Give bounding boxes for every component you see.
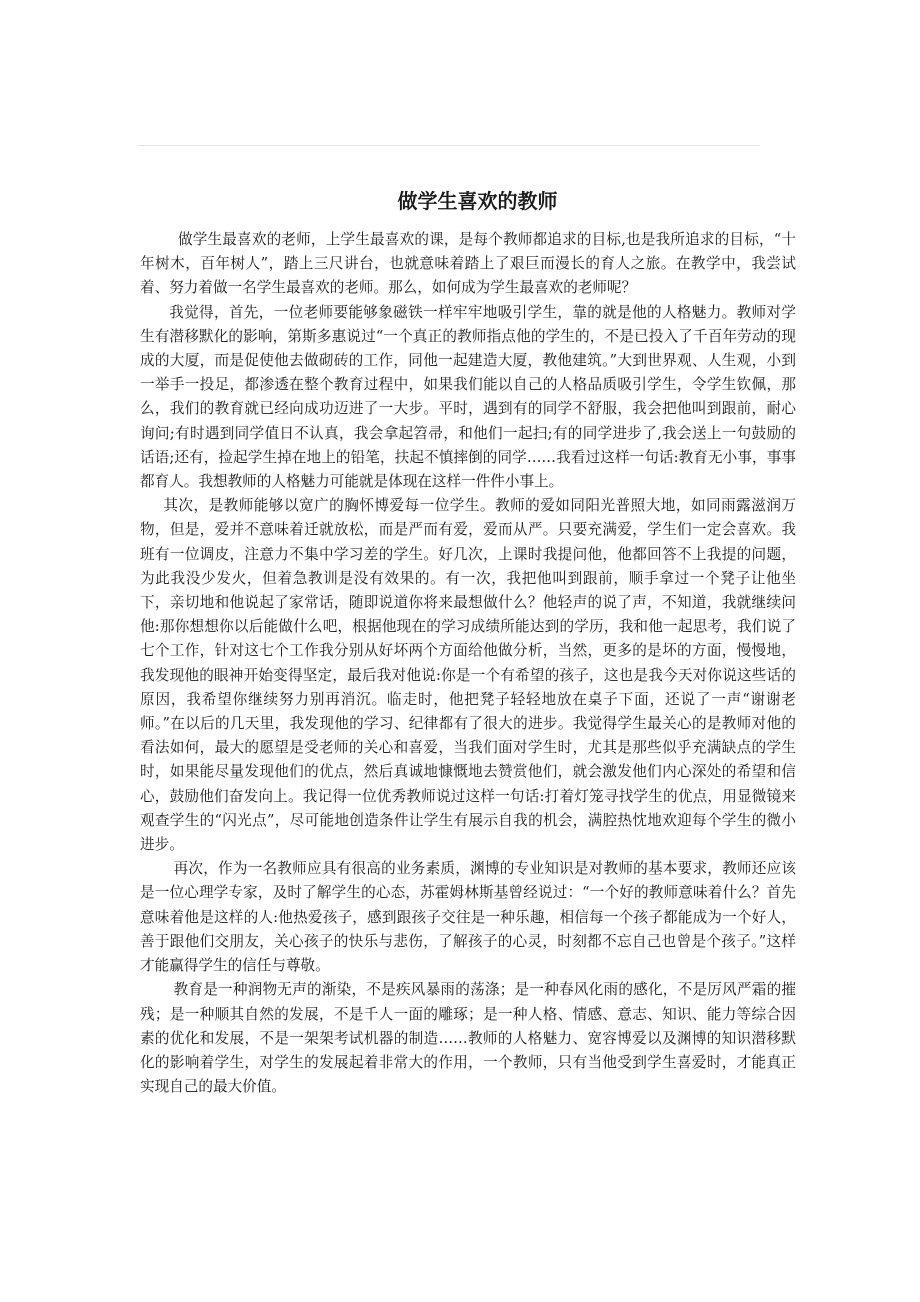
paragraph-intro: 做学生最喜欢的老师，上学生最喜欢的课，是每个教师都追求的目标,也是我所追求的目标，“十年树木，百年树人”，踏上三尺讲台，也就意味着踏上了艰巨而漫长的育人之旅。在教学中，我尝试着、努力着做一名学生最喜欢的老师。那么，如何成为学生最喜欢的老师呢？ <box>140 231 796 297</box>
header-divider <box>138 145 760 146</box>
article-body <box>140 228 796 1099</box>
document-title: 做学生喜欢的教师 <box>397 189 558 213</box>
paragraph-third-point: 再次，作为一名教师应具有很高的业务素质，渊博的专业知识是对教师的基本要求，教师还应该是一位心理学专家，及时了解学生的心态，苏霍姆林斯基曾经说过：“一个好的教师意味着什么？首先意味着他是这样的人:他热爱孩子，感到跟孩子交往是一种乐趣，相信每一个孩子都能成为一个好人，善于跟他们交朋友，关心孩子的快乐与悲伤，了解孩子的心灵，时刻都不忘自己也曾是个孩子。”这样才能赢得学生的信任与尊敬。 <box>140 860 796 975</box>
paragraph-second-point: 其次，是教师能够以宽广的胸怀博爱每一位学生。教师的爱如同阳光普照大地，如同雨露滋润万物，但是，爱并不意味着迁就放松，而是严而有爱，爱而从严。只要充满爱，学生们一定会喜欢。我班有一位调皮，注意力不集中学习差的学生。好几次，上课时我提问他，他都回答不上我提的问题，为此我没少发火，但着急教训是没有效果的。有一次，我把他叫到跟前，顺手拿过一个凳子让他坐下，亲切地和他说起了家常话，随即说道你将来最想做什么？他轻声的说了声，不知道，我就继续问他:那你想想你以后能做什么吧，根据他现在的学习成绩所能达到的学历，我和他一起思考，我们说了七个工作，针对这七个工作我分别从好坏两个方面给他做分析，当然，更多的是坏的方面，慢慢地，我发现他的眼神开始变得坚定，最后我对他说:你是一个有希望的孩子，这也是我今天对你说这些话的原因，我希望你继续努力别再消沉。临走时，他把凳子轻轻地放在桌子下面，还说了一声“谢谢老师。”在以后的几天里，我发现他的学习、纪律都有了很大的进步。我觉得学生最关心的是教师对他的看法如何，最大的愿望是受老师的关心和喜爱，当我们面对学生时，尤其是那些似乎充满缺点的学生时，如果能尽量发现他们的优点，然后真诚地慷慨地去赞赏他们，就会激发他们内心深处的希望和信心，鼓励他们奋发向上。我记得一位优秀教师说过这样一句话:打着灯笼寻找学生的优点，用显微镜来观查学生的“闪光点”，尽可能地创造条件让学生有展示自我的机会，满腔热忱地欢迎每个学生的微小进步。 <box>140 497 796 854</box>
paragraph-conclusion: 教育是一种润物无声的渐染，不是疾风暴雨的荡涤；是一种春风化雨的感化，不是厉风严霜的摧残；是一种顺其自然的发展，不是千人一面的雕琢；是一种人格、情感、意志、知识、能力等综合因素的优化和发展，不是一架架考试机器的制造……教师的人格魅力、宽容博爱以及渊博的知识潜移默化的影响着学生，对学生的发展起着非常大的作用，一个教师，只有当他受到学生喜爱时，才能真正实现自己的最大价值。 <box>140 981 796 1096</box>
paragraph-first-point: 我觉得，首先，一位老师要能够象磁铁一样牢牢地吸引学生，靠的就是他的人格魅力。教师对学生有潜移默化的影响，第斯多惠说过“一个真正的教师指点他的学生的，不是已投入了千百年劳动的现成的大厦，而是促使他去做砌砖的工作，同他一起建造大厦，教他建筑。”大到世界观、人生观，小到一举手一投足，都渗透在整个教育过程中，如果我们能以自己的人格品质吸引学生，令学生钦佩，那么，我们的教育就已经向成功迈进了一大步。平时，遇到有的同学不舒服，我会把他叫到跟前，耐心询问;有时遇到同学值日不认真，我会拿起笤帚，和他们一起扫;有的同学进步了,我会送上一句鼓励的话语;还有，捡起学生掉在地上的铅笔，扶起不慎摔倒的同学……我看过这样一句话:教育无小事，事事都育人。我想教师的人格魅力可能就是体现在这样一件件小事上。 <box>140 303 796 491</box>
